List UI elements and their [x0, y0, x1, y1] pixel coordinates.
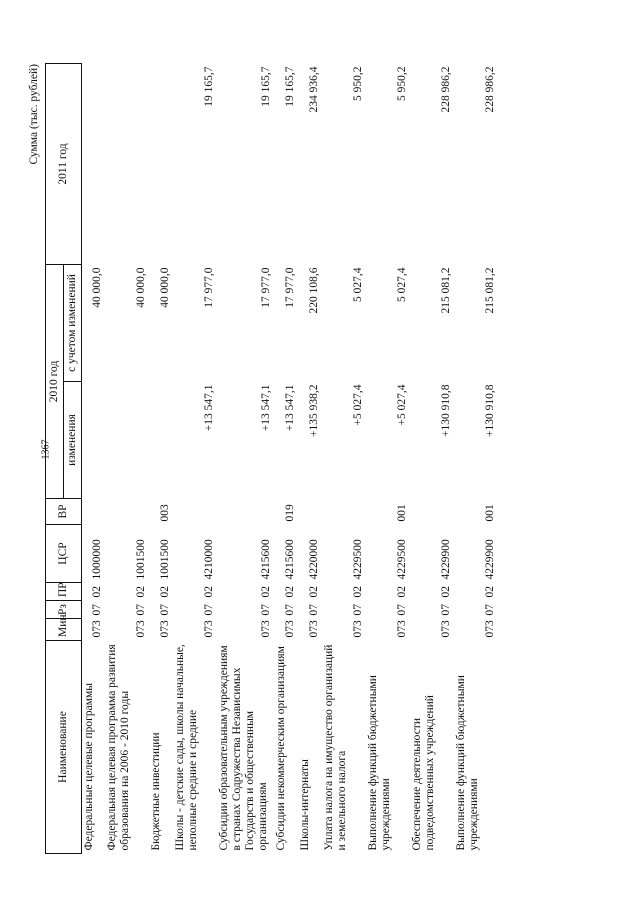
row-min: 073: [284, 620, 297, 638]
row-pr: 02: [135, 586, 148, 598]
row-rz: 07: [91, 604, 104, 616]
row-with-changes: 17 977,0: [203, 267, 216, 308]
row-vr: [173, 499, 217, 525]
row-vr: [410, 499, 454, 525]
row-pr: 02: [396, 586, 409, 598]
row-min: 073: [440, 620, 453, 638]
row-name: Уплата налога на имущество организаций и земельного налога: [323, 644, 349, 851]
header-changes: изменения: [63, 382, 81, 499]
row-csr: 4215600: [284, 539, 297, 580]
row-name: Субсидии образовательным учреждениям в странах Содружества Независимых Государств и общественным организациям: [218, 645, 269, 851]
table-row: [410, 63, 454, 853]
row-csr: 4229900: [484, 539, 497, 580]
row-pr: 02: [484, 586, 497, 598]
row-2011: [149, 63, 173, 264]
row-2011: 19 165,7: [260, 66, 273, 107]
row-csr: 1000000: [91, 539, 104, 580]
table-row: [217, 63, 274, 853]
row-with-changes: 40 000,0: [159, 267, 172, 308]
row-changes: +5 027,4: [352, 384, 365, 426]
row-with-changes: 5 027,4: [396, 267, 409, 302]
header-year-2011: 2011 год: [46, 63, 82, 264]
budget-table: [45, 63, 498, 854]
row-with-changes: 215 081,2: [440, 267, 453, 314]
row-2011: [81, 63, 105, 264]
row-csr: 4229900: [440, 539, 453, 580]
row-2011: 19 165,7: [203, 66, 216, 107]
row-name: Школы - детские сады, школы начальные, неполные средние и средние: [174, 644, 200, 851]
row-rz: 07: [203, 604, 216, 616]
row-2011: 5 950,2: [352, 66, 365, 101]
rotated-page-content: [28, 64, 516, 854]
row-with-changes: 40 000,0: [135, 267, 148, 308]
row-changes: +13 547,1: [260, 384, 273, 432]
row-min: 073: [352, 620, 365, 638]
row-changes: [105, 382, 149, 499]
header-min: Мин: [46, 619, 82, 641]
row-csr: 4215600: [260, 539, 273, 580]
row-rz: 07: [308, 604, 321, 616]
row-pr: 02: [91, 586, 104, 598]
header-with-changes: с учетом изменений: [63, 264, 81, 381]
row-csr: 4229500: [352, 539, 365, 580]
table-row: [173, 63, 217, 853]
row-changes: +130 910,8: [484, 384, 497, 437]
row-vr: 001: [396, 504, 409, 522]
row-min: 073: [135, 620, 148, 638]
row-name: Федеральные целевые программы: [82, 682, 95, 851]
row-vr: [81, 499, 105, 525]
row-name: Школы-интернаты: [299, 759, 312, 851]
table-row: [454, 63, 498, 853]
row-vr: [105, 499, 149, 525]
row-2011: 19 165,7: [284, 66, 297, 107]
row-vr: [217, 499, 274, 525]
row-pr: 02: [203, 586, 216, 598]
row-changes: [81, 382, 105, 499]
header-year-2010: 2010 год: [46, 264, 64, 498]
row-name: Выполнение функций бюджетными учреждениями: [367, 675, 393, 851]
row-pr: 02: [440, 586, 453, 598]
header-name: Наименование: [46, 641, 82, 854]
row-rz: 07: [440, 604, 453, 616]
row-min: 073: [203, 620, 216, 638]
row-2011: 5 950,2: [396, 66, 409, 101]
row-with-changes: 40 000,0: [91, 267, 104, 308]
row-name: Субсидии некоммерческим организациям: [275, 646, 288, 851]
row-pr: 02: [159, 586, 172, 598]
table-row: [105, 63, 149, 853]
row-vr: [298, 499, 322, 525]
row-rz: 07: [484, 604, 497, 616]
header-pr: ПР: [46, 583, 82, 601]
row-name: Федеральная целевая программа развития образования на 2006 - 2010 годы: [106, 644, 132, 851]
table-row: [149, 63, 173, 853]
row-vr: 001: [484, 504, 497, 522]
header-rz: Рз: [46, 601, 82, 619]
row-rz: 07: [135, 604, 148, 616]
table-row: [274, 63, 298, 853]
units-label: Сумма (тыс. рублей): [28, 64, 40, 165]
row-csr: 1001500: [135, 539, 148, 580]
row-min: 073: [484, 620, 497, 638]
row-rz: 07: [396, 604, 409, 616]
table-row: [81, 63, 105, 853]
table-body: [81, 63, 498, 853]
row-pr: 02: [284, 586, 297, 598]
row-csr: 4210000: [203, 539, 216, 580]
row-with-changes: 220 108,6: [308, 267, 321, 314]
header-vr: ВР: [46, 499, 82, 525]
row-csr: 4229500: [396, 539, 409, 580]
row-with-changes: 215 081,2: [484, 267, 497, 314]
row-2011: 234 936,4: [308, 66, 321, 113]
row-with-changes: 17 977,0: [284, 267, 297, 308]
row-with-changes: 17 977,0: [260, 267, 273, 308]
row-min: 073: [91, 620, 104, 638]
row-csr: 1001500: [159, 539, 172, 580]
row-name: Выполнение функций бюджетными учреждениями: [455, 675, 481, 851]
row-changes: +13 547,1: [203, 384, 216, 432]
row-vr: 019: [284, 504, 297, 522]
row-2011: 228 986,2: [440, 66, 453, 113]
table-row: [366, 63, 410, 853]
row-min: 073: [396, 620, 409, 638]
row-pr: 02: [308, 586, 321, 598]
row-changes: +13 547,1: [284, 384, 297, 432]
row-csr: 4220000: [308, 539, 321, 580]
row-min: 073: [308, 620, 321, 638]
row-min: 073: [260, 620, 273, 638]
row-vr: [322, 499, 366, 525]
row-rz: 07: [284, 604, 297, 616]
row-name: Обеспечение деятельности подведомственных учреждений: [411, 695, 437, 851]
row-vr: 003: [159, 504, 172, 522]
row-rz: 07: [159, 604, 172, 616]
row-rz: 07: [260, 604, 273, 616]
table-row: [298, 63, 322, 853]
row-pr: 02: [352, 586, 365, 598]
row-rz: 07: [352, 604, 365, 616]
row-changes: +130 910,8: [440, 384, 453, 437]
row-changes: [149, 382, 173, 499]
row-changes: +5 027,4: [396, 384, 409, 426]
table-header: [46, 63, 82, 853]
row-changes: +135 938,2: [308, 384, 321, 437]
row-2011: 228 986,2: [484, 66, 497, 113]
row-min: 073: [159, 620, 172, 638]
table-row: [322, 63, 366, 853]
row-pr: 02: [260, 586, 273, 598]
row-name: Бюджетные инвестиции: [150, 732, 163, 851]
page-number: 1367: [40, 439, 52, 460]
row-2011: [105, 63, 149, 264]
row-with-changes: 5 027,4: [352, 267, 365, 302]
header-csr: ЦСР: [46, 525, 82, 583]
